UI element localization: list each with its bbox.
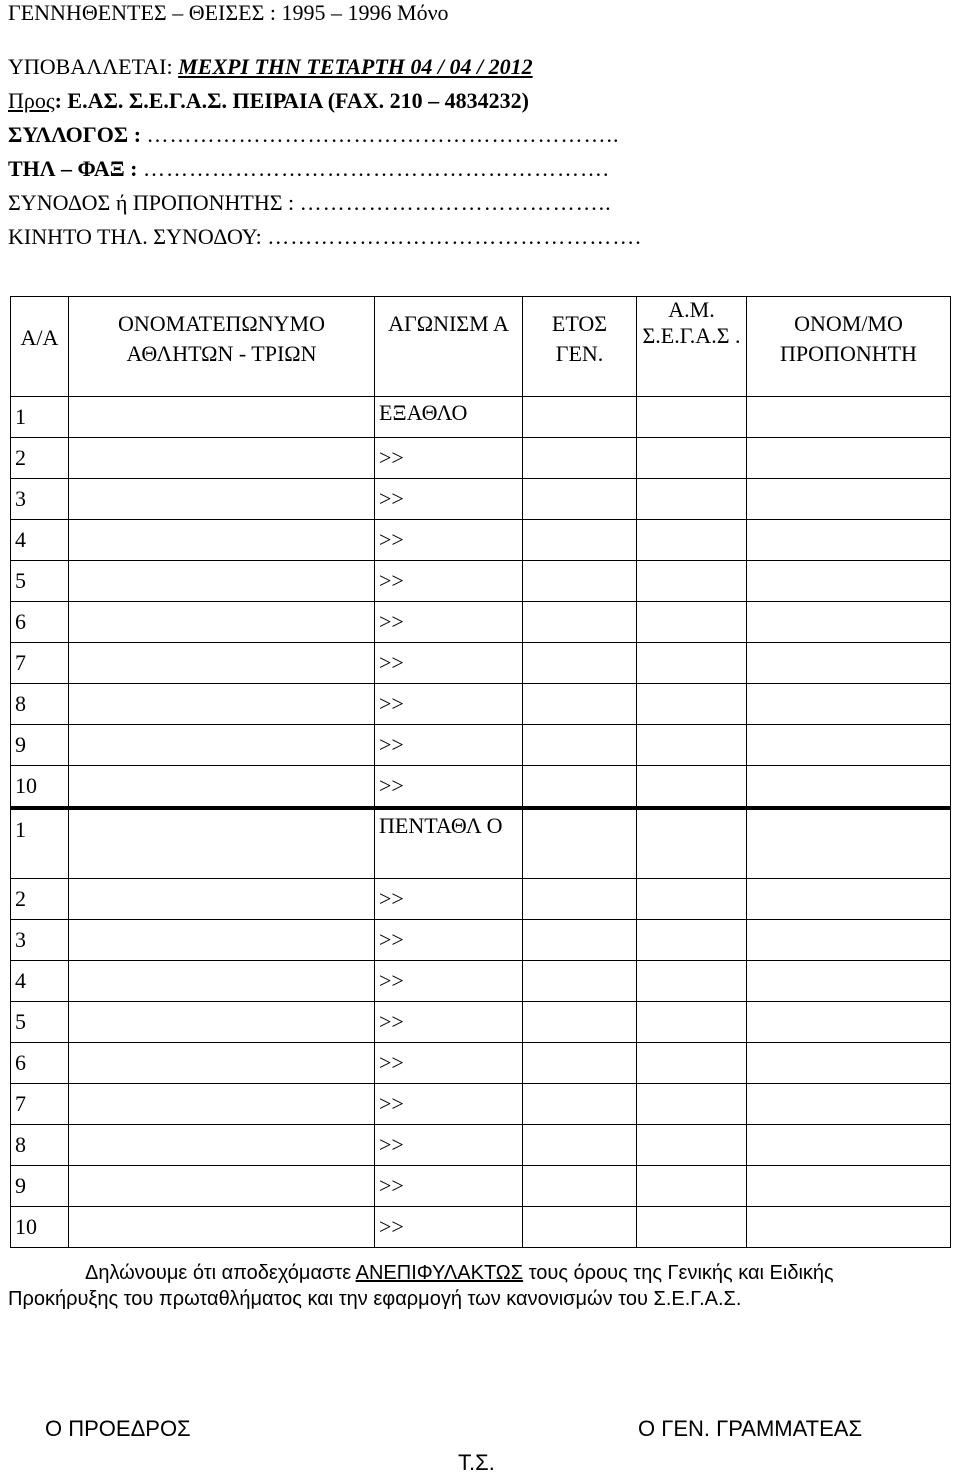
registration-number-cell[interactable] <box>637 725 747 766</box>
coach-name-cell[interactable] <box>747 1042 951 1083</box>
athlete-name-cell[interactable] <box>69 1001 375 1042</box>
registration-number-cell[interactable] <box>637 479 747 520</box>
row-number: 9 <box>11 725 69 766</box>
row-number: 3 <box>11 919 69 960</box>
row-number: 1 <box>11 397 69 438</box>
coach-name-cell[interactable] <box>747 1165 951 1206</box>
table-row <box>11 725 951 766</box>
age-group-line: ΓΕΝΝΗΘΕΝΤΕΣ – ΘΕΙΣΕΣ : 1995 – 1996 Μόνο <box>8 0 449 25</box>
coach-name-cell[interactable] <box>747 438 951 479</box>
secretary-signature: Ο ΓΕΝ. ΓΡΑΜΜΑΤΕΑΣ <box>638 1416 863 1441</box>
registration-number-cell[interactable] <box>637 520 747 561</box>
registration-number-cell[interactable] <box>637 878 747 919</box>
coach-name-cell[interactable] <box>747 878 951 919</box>
row-number: 2 <box>11 438 69 479</box>
declaration-line-1 <box>85 1262 834 1285</box>
birth-year-cell[interactable] <box>523 878 637 919</box>
athlete-name-cell[interactable] <box>69 602 375 643</box>
row-number: 3 <box>11 479 69 520</box>
registration-number-cell[interactable] <box>637 1124 747 1165</box>
recipient-label: Προς <box>8 88 55 113</box>
event-cell: >> <box>375 479 523 520</box>
coach-name-cell[interactable] <box>747 766 951 809</box>
coach-name-cell[interactable] <box>747 479 951 520</box>
table-row <box>11 1001 951 1042</box>
coach-name-cell[interactable] <box>747 397 951 438</box>
event-cell: >> <box>375 960 523 1001</box>
declaration-pre: Δηλώνουμε ότι αποδεχόμαστε <box>85 1262 356 1284</box>
birth-year-cell[interactable] <box>523 1001 637 1042</box>
birth-year-cell[interactable] <box>523 684 637 725</box>
registration-number-cell[interactable] <box>637 960 747 1001</box>
athlete-name-cell[interactable] <box>69 1042 375 1083</box>
athlete-name-cell[interactable] <box>69 397 375 438</box>
col-event-header: ΑΓΩΝΙΣΜ Α <box>375 297 523 397</box>
coach-name-cell[interactable] <box>747 602 951 643</box>
table-row <box>11 960 951 1001</box>
table-row <box>11 397 951 438</box>
registration-number-cell[interactable] <box>637 561 747 602</box>
mobile-line <box>8 224 642 250</box>
registration-number-cell[interactable] <box>637 602 747 643</box>
entries-table <box>10 296 951 1248</box>
athlete-name-cell[interactable] <box>69 1124 375 1165</box>
table-row <box>11 479 951 520</box>
athlete-name-cell[interactable] <box>69 919 375 960</box>
athlete-name-cell[interactable] <box>69 1165 375 1206</box>
coach-name-cell[interactable] <box>747 1083 951 1124</box>
submission-deadline-line <box>8 54 533 80</box>
recipient-line <box>8 88 529 114</box>
event-cell: >> <box>375 602 523 643</box>
row-number: 4 <box>11 520 69 561</box>
event-cell: >> <box>375 766 523 809</box>
table-row <box>11 808 951 878</box>
coach-name-cell[interactable] <box>747 919 951 960</box>
event-cell: ΕΞΑΘΛΟ <box>375 397 523 438</box>
col-year-header: ΕΤΟΣ ΓΕΝ. <box>523 297 637 397</box>
table-row <box>11 1124 951 1165</box>
club-line <box>8 122 620 148</box>
birth-year-cell[interactable] <box>523 1042 637 1083</box>
event-cell: >> <box>375 520 523 561</box>
event-cell: >> <box>375 684 523 725</box>
col-am-header: Α.Μ. Σ.Ε.Γ.Α.Σ . <box>637 297 747 397</box>
club-label: ΣΥΛΛΟΓΟΣ : <box>8 122 142 147</box>
table-row <box>11 1165 951 1206</box>
registration-number-cell[interactable] <box>637 643 747 684</box>
athlete-name-cell[interactable] <box>69 643 375 684</box>
coach-name-cell[interactable] <box>747 643 951 684</box>
recipient-value: : Ε.ΑΣ. Σ.Ε.Γ.Α.Σ. ΠΕΙΡΑΙΑ (FAX. 210 – 4834232) <box>54 88 529 113</box>
row-number: 2 <box>11 878 69 919</box>
table-row <box>11 643 951 684</box>
event-cell: >> <box>375 1165 523 1206</box>
birth-year-cell[interactable] <box>523 960 637 1001</box>
event-cell: >> <box>375 1206 523 1247</box>
table-row <box>11 919 951 960</box>
coach-name-cell[interactable] <box>747 1001 951 1042</box>
coach-name-cell[interactable] <box>747 960 951 1001</box>
col-name-header: ΟΝΟΜΑΤΕΠΩΝΥΜΟ ΑΘΛΗΤΩΝ - ΤΡΙΩΝ <box>69 297 375 397</box>
birth-year-cell[interactable] <box>523 725 637 766</box>
table-row <box>11 684 951 725</box>
table-row <box>11 1083 951 1124</box>
row-number: 5 <box>11 561 69 602</box>
table-row <box>11 602 951 643</box>
athlete-name-cell[interactable] <box>69 808 375 878</box>
row-number: 9 <box>11 1165 69 1206</box>
row-number: 10 <box>11 1206 69 1247</box>
birth-year-cell[interactable] <box>523 561 637 602</box>
coach-name-cell[interactable] <box>747 808 951 878</box>
row-number: 7 <box>11 643 69 684</box>
event-cell: >> <box>375 1042 523 1083</box>
event-cell: >> <box>375 725 523 766</box>
athlete-name-cell[interactable] <box>69 1083 375 1124</box>
athlete-name-cell[interactable] <box>69 725 375 766</box>
birth-year-cell[interactable] <box>523 479 637 520</box>
row-number: 8 <box>11 1124 69 1165</box>
coach-line <box>8 190 612 216</box>
table-row <box>11 520 951 561</box>
birth-year-cell[interactable] <box>523 766 637 809</box>
athlete-name-cell[interactable] <box>69 766 375 809</box>
birth-year-cell[interactable] <box>523 1206 637 1247</box>
event-cell: >> <box>375 561 523 602</box>
table-row <box>11 766 951 809</box>
athlete-name-cell[interactable] <box>69 878 375 919</box>
athlete-name-cell[interactable] <box>69 1206 375 1247</box>
fax-field[interactable]: ……………………………………………………. <box>143 156 610 181</box>
event-cell: >> <box>375 438 523 479</box>
event-cell: >> <box>375 643 523 684</box>
row-number: 5 <box>11 1001 69 1042</box>
registration-number-cell[interactable] <box>637 1165 747 1206</box>
registration-number-cell[interactable] <box>637 397 747 438</box>
club-field[interactable]: …………………………………………………….. <box>146 122 620 147</box>
table-row <box>11 561 951 602</box>
birth-year-cell[interactable] <box>523 808 637 878</box>
coach-name-cell[interactable] <box>747 1206 951 1247</box>
birth-year-cell[interactable] <box>523 602 637 643</box>
athlete-name-cell[interactable] <box>69 438 375 479</box>
coach-name-cell[interactable] <box>747 1124 951 1165</box>
birth-year-cell[interactable] <box>523 919 637 960</box>
coach-name-cell[interactable] <box>747 520 951 561</box>
coach-name-cell[interactable] <box>747 725 951 766</box>
registration-number-cell[interactable] <box>637 919 747 960</box>
registration-number-cell[interactable] <box>637 1001 747 1042</box>
registration-number-cell[interactable] <box>637 808 747 878</box>
event-cell: >> <box>375 919 523 960</box>
declaration-emphasis: ΑΝΕΠΙΦΥΛΑΚΤΩΣ <box>355 1262 524 1284</box>
birth-year-cell[interactable] <box>523 520 637 561</box>
registration-number-cell[interactable] <box>637 438 747 479</box>
event-cell: >> <box>375 1124 523 1165</box>
registration-number-cell[interactable] <box>637 1206 747 1247</box>
event-cell: >> <box>375 878 523 919</box>
birth-year-cell[interactable] <box>523 1083 637 1124</box>
athlete-name-cell[interactable] <box>69 960 375 1001</box>
row-number: 6 <box>11 1042 69 1083</box>
table-row <box>11 878 951 919</box>
coach-label: ΣΥΝΟΔΟΣ ή ΠΡΟΠΟΝΗΤΗΣ : <box>8 190 295 215</box>
table-row <box>11 1206 951 1247</box>
mobile-field[interactable]: …………………………………………. <box>267 224 642 249</box>
registration-number-cell[interactable] <box>637 1042 747 1083</box>
birth-year-cell[interactable] <box>523 643 637 684</box>
registration-number-cell[interactable] <box>637 1083 747 1124</box>
fax-label: ΤΗΛ – ΦΑΞ : <box>8 156 138 181</box>
table-row <box>11 438 951 479</box>
table-row <box>11 1042 951 1083</box>
coach-name-cell[interactable] <box>747 684 951 725</box>
mobile-label: ΚΙΝΗΤΟ ΤΗΛ. ΣΥΝΟΔΟΥ: <box>8 224 262 249</box>
athlete-name-cell[interactable] <box>69 520 375 561</box>
registration-number-cell[interactable] <box>637 766 747 809</box>
registration-number-cell[interactable] <box>637 684 747 725</box>
submit-label: ΥΠΟΒΑΛΛΕΤΑΙ: <box>8 54 179 79</box>
birth-year-cell[interactable] <box>523 438 637 479</box>
row-number: 7 <box>11 1083 69 1124</box>
declaration-post: τους όρους της Γενικής και Ειδικής <box>523 1262 834 1284</box>
event-cell: >> <box>375 1083 523 1124</box>
table-header-row <box>11 297 951 397</box>
birth-year-cell[interactable] <box>523 1124 637 1165</box>
col-aa-header: Α/Α <box>11 297 69 397</box>
event-cell: >> <box>375 1001 523 1042</box>
birth-year-cell[interactable] <box>523 1165 637 1206</box>
event-cell: ΠΕΝΤΑΘΛ Ο <box>375 808 523 878</box>
row-number: 6 <box>11 602 69 643</box>
birth-year-cell[interactable] <box>523 397 637 438</box>
fax-line <box>8 156 610 182</box>
athlete-name-cell[interactable] <box>69 479 375 520</box>
ts-label: Τ.Σ. <box>458 1450 495 1475</box>
row-number: 10 <box>11 766 69 809</box>
athlete-name-cell[interactable] <box>69 561 375 602</box>
row-number: 1 <box>11 808 69 878</box>
president-signature: Ο ΠΡΟΕΔΡΟΣ <box>45 1416 191 1441</box>
athlete-name-cell[interactable] <box>69 684 375 725</box>
row-number: 8 <box>11 684 69 725</box>
row-number: 4 <box>11 960 69 1001</box>
submit-deadline: ΜΕΧΡΙ ΤΗΝ ΤΕΤΑΡΤΗ 04 / 04 / 2012 <box>178 54 533 79</box>
coach-field[interactable]: ………………………………….. <box>299 190 612 215</box>
coach-name-cell[interactable] <box>747 561 951 602</box>
declaration-line-2: Προκήρυξης του πρωταθλήματος και την εφαρμογή των κανονισμών του Σ.Ε.Γ.Α.Σ. <box>8 1288 742 1310</box>
col-coach-header: ΟΝΟΜ/ΜΟ ΠΡΟΠΟΝΗΤΗ <box>747 297 951 397</box>
